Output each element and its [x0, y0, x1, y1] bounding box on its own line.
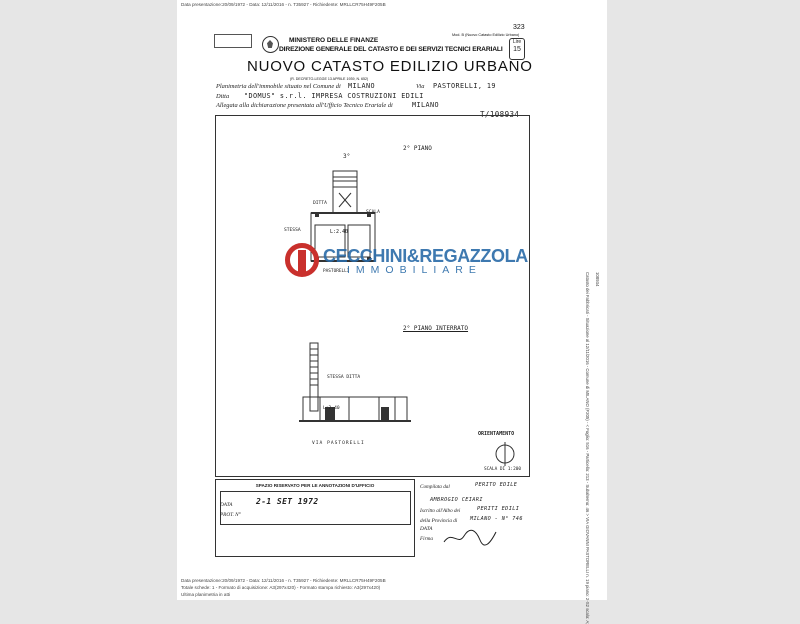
basement-floor-label: 2° PIANO INTERRATO [403, 325, 469, 332]
allegata-label: Allegata alla dichiarazione presentata all'Ufficio Tecnico Erariale di [216, 102, 393, 109]
ditta-plan-label: DITTA [313, 201, 327, 206]
top-metadata: Data presentazione:20/09/1972 - Data: 12/11/2016 - n. T35927 - Richiedente: MRLLCR75H49F205B [181, 2, 386, 7]
signature-label: Firma [420, 536, 433, 542]
albo-label: Iscritto all'Albo dei [420, 508, 461, 514]
document-title: NUOVO CATASTO EDILIZIO URBANO [247, 58, 533, 75]
orientation-label: ORIENTAMENTO [478, 431, 515, 437]
upper-floor-label: 2° PIANO [403, 145, 432, 152]
office-prot-label: PROT. N° [220, 512, 241, 518]
stessa-ditta-label: STESSA DITTA [327, 375, 361, 380]
comune-value: MILANO [348, 82, 375, 90]
republic-emblem-icon [262, 36, 279, 53]
bottom-metadata-2: Totale schede: 1 - Formato di acquisizione: A3(297x420) - Formato stampa richiesto: A3(297x420) [181, 585, 381, 590]
fee-value: 15 [513, 46, 521, 53]
ufficio-value: MILANO [412, 101, 439, 109]
compiler-name: AMBROGIO CEIARI [430, 497, 483, 503]
stessa-plan-label: STESSA [284, 228, 301, 233]
floor-number-label: 3° [343, 153, 351, 160]
fee-box [509, 38, 525, 60]
ditta-label: Ditta [216, 93, 230, 100]
compiler-label: Compilata dal [420, 484, 450, 490]
floor-plan-drawing [215, 115, 530, 477]
directorate-name: DIREZIONE GENERALE DEL CATASTO E DEI SERVIZI TECNICI ERARIALI [279, 46, 503, 53]
province-label: della Provincia di [420, 518, 458, 524]
law-reference: (R. DECRETO-LEGGE 13 APRILE 1939, N. 652) [290, 77, 369, 81]
bottom-metadata-1: Data presentazione:20/09/1972 - Data: 12/11/2016 - n. T35927 - Richiedente: MRLLCR75H49F205B [181, 578, 386, 583]
basement-room-label: L:2.40 [323, 406, 340, 411]
office-box-title: SPAZIO RISERVATO PER LE ANNOTAZIONI D'UFFICIO [255, 483, 375, 488]
office-annotations-box [215, 479, 415, 557]
scala-plan-label: SCALA [366, 210, 380, 215]
fee-label: Lire [512, 39, 522, 45]
via-label: Via [416, 83, 425, 90]
compiler-title: PERITO EDILE [475, 482, 518, 488]
ditta-value: "DOMUS" s.r.l. IMPRESA COSTRUZIONI EDILI [244, 92, 424, 100]
office-stamp [214, 34, 252, 48]
plan-location-label: Planimetria dell'immobile situato nel Comune di [216, 83, 341, 90]
compiler-date-label: DATA [420, 526, 433, 532]
bottom-metadata-3: Ultima planimetria in atti [181, 592, 231, 597]
office-date-label: DATA [220, 502, 233, 508]
scale-label: SCALA DI 1:200 [484, 467, 522, 472]
albo-value: PERITI EDILI [477, 506, 520, 512]
agency-watermark [285, 243, 528, 281]
room-height-label: L:2.40 [330, 229, 349, 235]
header-note: Mod. B (Nuovo Catasto Edilizio Urbano) [452, 33, 520, 37]
agency-logo-icon [285, 243, 319, 277]
side-metadata: Catasto dei Fabbricati - Situazione al 12/11/2016 - Comune di MILANO (F205) - < Foglio: 516 - Particella: 213 - Subalterno: 46 > VIA GIOVANNI PASTORELLI n. 19 piano: 2-S2 scala: A; [585, 272, 590, 624]
via-value: PASTORELLI, 19 [433, 82, 496, 90]
agency-subtitle: IMMOBILIARE [347, 264, 482, 276]
agency-name: CECCHINI&REGAZZOLA [323, 246, 528, 266]
courtyard-label: PASTORELLI [323, 269, 350, 274]
office-date-stamp: 2-1 SET 1972 [256, 497, 319, 506]
side-document-number: 108934 [595, 272, 600, 287]
protocol-number: T/108934 [480, 110, 520, 119]
ministry-name: MINISTERO DELLE FINANZE [289, 37, 379, 44]
reference-number: 323 [513, 24, 525, 31]
street-label: VIA PASTORELLI [312, 441, 365, 446]
signature [440, 526, 500, 548]
province-value: MILANO - N° 746 [470, 516, 523, 522]
